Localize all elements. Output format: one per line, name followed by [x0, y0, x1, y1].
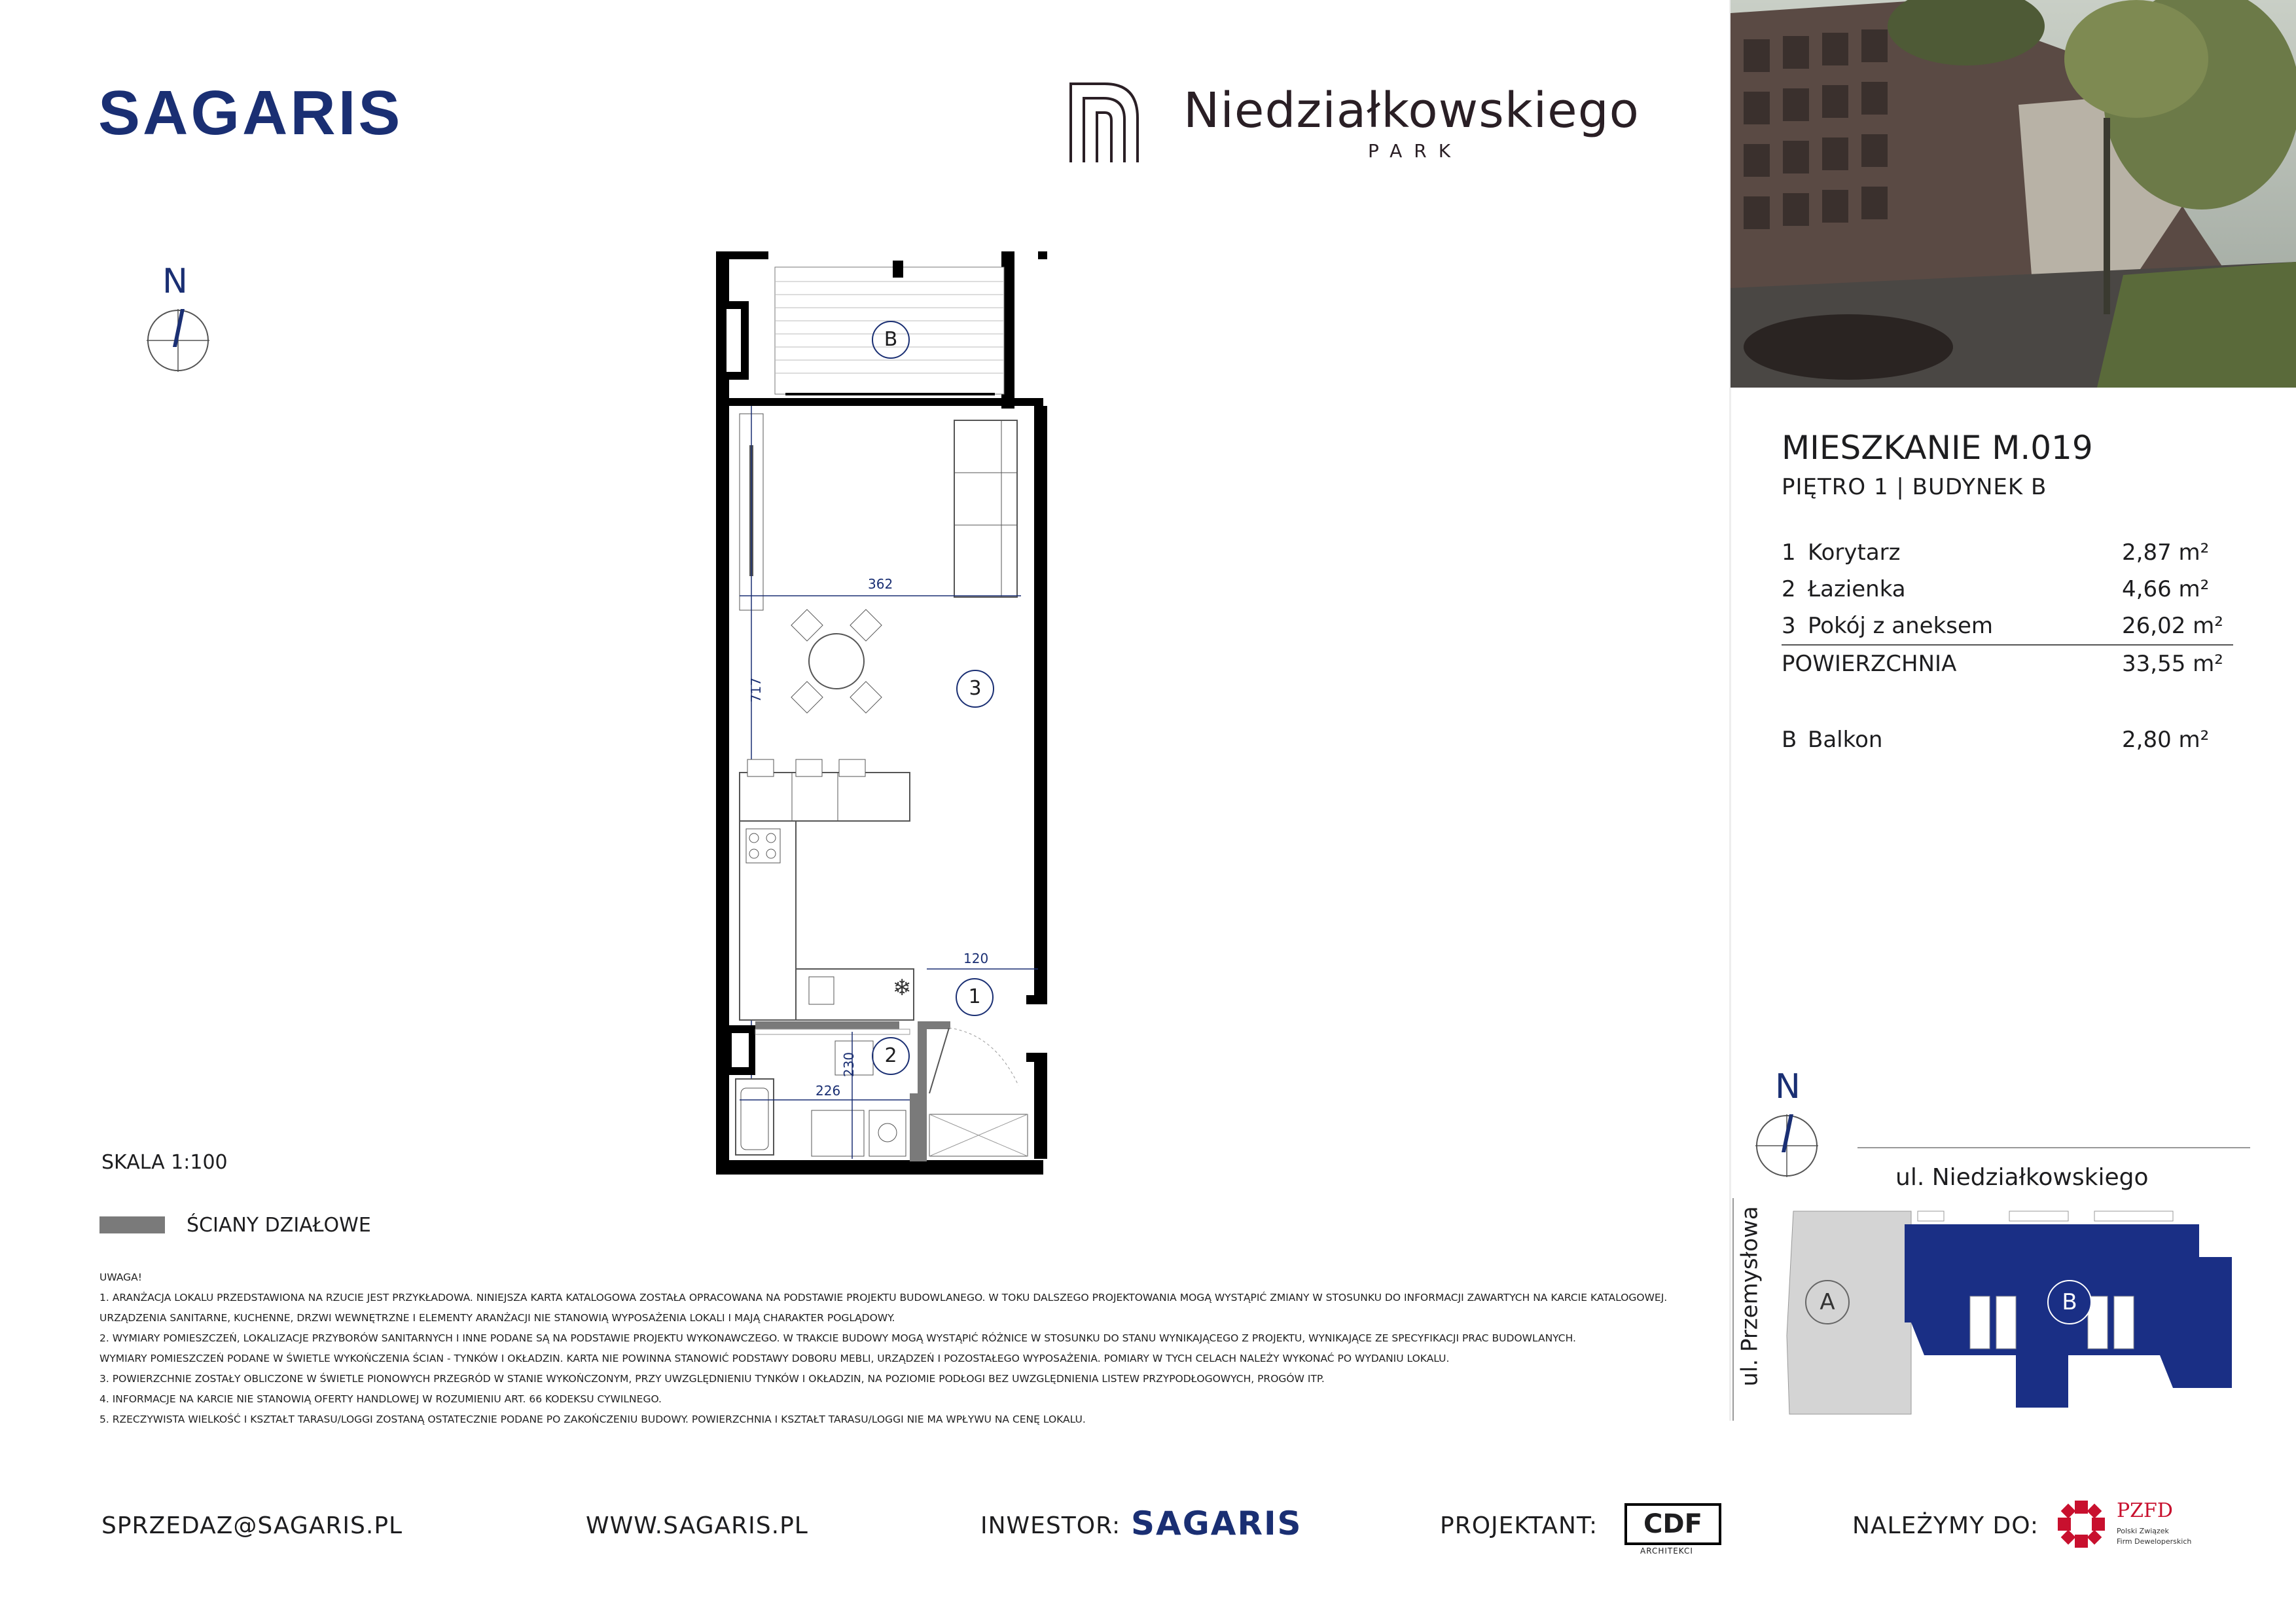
balcony-area: 2,80 m² — [2122, 727, 2210, 753]
designer-logo: CDF — [1624, 1503, 1721, 1545]
room-tag-1: 1 — [956, 978, 994, 1016]
table-row-balcony — [1782, 721, 2233, 758]
room-area: 4,66 m² — [2122, 576, 2210, 602]
room-no: 3 — [1782, 613, 1796, 639]
notes-heading: UWAGA! — [99, 1271, 142, 1283]
table-row — [1782, 534, 2233, 571]
project-name: Niedziałkowskiego — [1183, 82, 1640, 139]
apartment-title: MIESZKANIE M.019 — [1782, 429, 2093, 467]
footer-website[interactable]: WWW.SAGARIS.PL — [586, 1512, 808, 1539]
designer-logo-sub: ARCHITEKCI — [1640, 1546, 1693, 1556]
site-plan — [1780, 1205, 2232, 1421]
note-line: 1. ARANŻACJA LOKALU PRZEDSTAWIONA NA RZUCIE JEST PRZYKŁADOWA. NINIEJSZA KARTA KATALOGOWA ZOSTAŁA OPRACOWANA NA PODSTAWIE PROJEKTU BUDOWLANEGO. W TOKU DALSZEGO PROJEKTOWANIA MOGĄ WYSTĄPIĆ ZMIANY W STOSUNKU DO INFORMACJI ZAWARTYCH NA KARCIE KATALOGOWEJ. — [99, 1292, 1668, 1304]
building-a — [1787, 1211, 1911, 1414]
room-name: Korytarz — [1808, 539, 1901, 566]
room-tag-b: B — [872, 321, 910, 359]
pzfd-sub2: Firm Deweloperskich — [2117, 1537, 2192, 1546]
investor-logo: SAGARIS — [1131, 1504, 1302, 1542]
sagaris-logo: SAGARIS — [98, 78, 403, 148]
dim-120: 120 — [963, 951, 989, 966]
legend-swatch — [99, 1216, 165, 1233]
building-b-label: B — [2047, 1280, 2092, 1324]
building-rendering-image — [1731, 0, 2296, 388]
note-line: URZĄDZENIA SANITARNE, KUCHENNE, DRZWI WEWNĘTRZNE I ELEMENTY ARANŻACJI NIE STANOWIĄ WYPOSAŻENIA LOKALI I MAJĄ CHARAKTER POGLĄDOWY. — [99, 1312, 895, 1324]
rooms-table — [1782, 534, 2233, 758]
site-street-line-left — [1732, 1198, 1734, 1421]
total-area: 33,55 m² — [2122, 645, 2233, 682]
footer-investor-label: INWESTOR: — [980, 1512, 1121, 1539]
footer-email[interactable]: SPRZEDAZ@SAGARIS.PL — [101, 1512, 403, 1539]
wall-bottom — [716, 1160, 1043, 1175]
dim-230: 230 — [841, 1051, 857, 1078]
compass-n-label: N — [162, 262, 188, 301]
pzfd-emblem-icon — [2055, 1498, 2108, 1550]
room-name: Łazienka — [1808, 576, 1906, 602]
floor-plan — [713, 249, 1047, 1178]
room-name: Pokój z aneksem — [1808, 613, 1994, 639]
notes — [99, 1267, 1690, 1430]
total-label: POWIERZCHNIA — [1782, 645, 2122, 682]
dim-717: 717 — [748, 677, 764, 703]
room-tag-3: 3 — [956, 670, 994, 708]
pzfd-sub1: Polski Związek — [2117, 1527, 2169, 1535]
room-area: 2,87 m² — [2122, 539, 2210, 566]
site-street-line — [1857, 1147, 2250, 1148]
note-line: 5. RZECZYWISTA WIELKOŚĆ I KSZTAŁT TARASU/LOGGI ZOSTANĄ OSTATECZNIE PODANE PO ZAKOŃCZENIU BUDOWY. POWIERZCHNIA I KSZTAŁT TARASU/LOGGI NIE MA WPŁYWU NA CENĘ LOKALU. — [99, 1413, 1086, 1425]
footer-member-label: NALEŻYMY DO: — [1852, 1512, 2039, 1539]
svg-text:❄: ❄ — [892, 975, 912, 1001]
balcony-no: B — [1782, 727, 1797, 753]
table-row — [1782, 608, 2233, 645]
scale-label: SKALA 1:100 — [101, 1151, 228, 1174]
footer-designer-label: PROJEKTANT: — [1440, 1512, 1598, 1539]
building-a-label: A — [1805, 1280, 1850, 1324]
note-line: WYMIARY POMIESZCZEŃ PODANE W ŚWIETLE WYKOŃCZENIA ŚCIAN - TYNKÓW I OKŁADZIN. KARTA NIE POWINNA STANOWIĆ PODSTAWY DOBORU MEBLI, URZĄDZEŃ I POZOSTAŁEGO WYPOSAŻENIA. POMIARY W TYCH CELACH NALEŻY WYKONAĆ PO WYDANIU LOKALU. — [99, 1353, 1450, 1364]
room-no: 2 — [1782, 576, 1796, 602]
dim-226: 226 — [816, 1083, 841, 1099]
compass-icon — [145, 308, 211, 373]
street-label-left: ul. Przemysłowa — [1736, 1206, 1763, 1387]
site-compass-n-label: N — [1775, 1067, 1801, 1106]
note-line: 2. WYMIARY POMIESZCZEŃ, LOKALIZACJE PRZYBORÓW SANITARNYCH I INNE PODANE SĄ NA PODSTAWIE PROJEKTU WYKONAWCZEGO. W TRAKCIE BUDOWY MOGĄ WYSTĄPIĆ RÓŻNICE W STOSUNKU DO STANU WYNIKAJĄCEGO Z PROJEKTU, WYNIKAJĄCE ZE SPECYFIKACJI PRAC BUDOWLANYCH. — [99, 1332, 1576, 1344]
site-compass-icon — [1754, 1113, 1820, 1178]
street-label-top: ul. Niedziałkowskiego — [1895, 1164, 2149, 1191]
dim-362: 362 — [868, 576, 893, 592]
apartment-subtitle: PIĘTRO 1 | BUDYNEK B — [1782, 474, 2047, 500]
project-subname: PARK — [1368, 140, 1463, 162]
balcony-name: Balkon — [1808, 727, 1883, 753]
room-tag-2: 2 — [872, 1037, 910, 1075]
total-row — [1782, 645, 2233, 682]
pzfd-logo-text: PZFD — [2117, 1499, 2173, 1522]
niedzialkowskiego-monogram-icon — [1066, 79, 1157, 164]
note-line: 3. POWIERZCHNIE ZOSTAŁY OBLICZONE W ŚWIETLE PIONOWYCH PRZEGRÓD W STANIE WYKOŃCZONYM, PRZY UWZGLĘDNIENIU TYNKÓW I OKŁADZIN, NA POZIOMIE PODŁOGI BEZ UWZGLĘDNIENIA LISTEW PRZYPODŁOGOWYCH, PROGÓW ITP. — [99, 1373, 1325, 1385]
room-no: 1 — [1782, 539, 1796, 566]
table-row — [1782, 571, 2233, 608]
room-area: 26,02 m² — [2122, 613, 2223, 639]
note-line: 4. INFORMACJE NA KARCIE NIE STANOWIĄ OFERTY HANDLOWEJ W ROZUMIENIU ART. 66 KODEKSU CYWILNEGO. — [99, 1393, 662, 1405]
legend-label: ŚCIANY DZIAŁOWE — [187, 1214, 371, 1237]
